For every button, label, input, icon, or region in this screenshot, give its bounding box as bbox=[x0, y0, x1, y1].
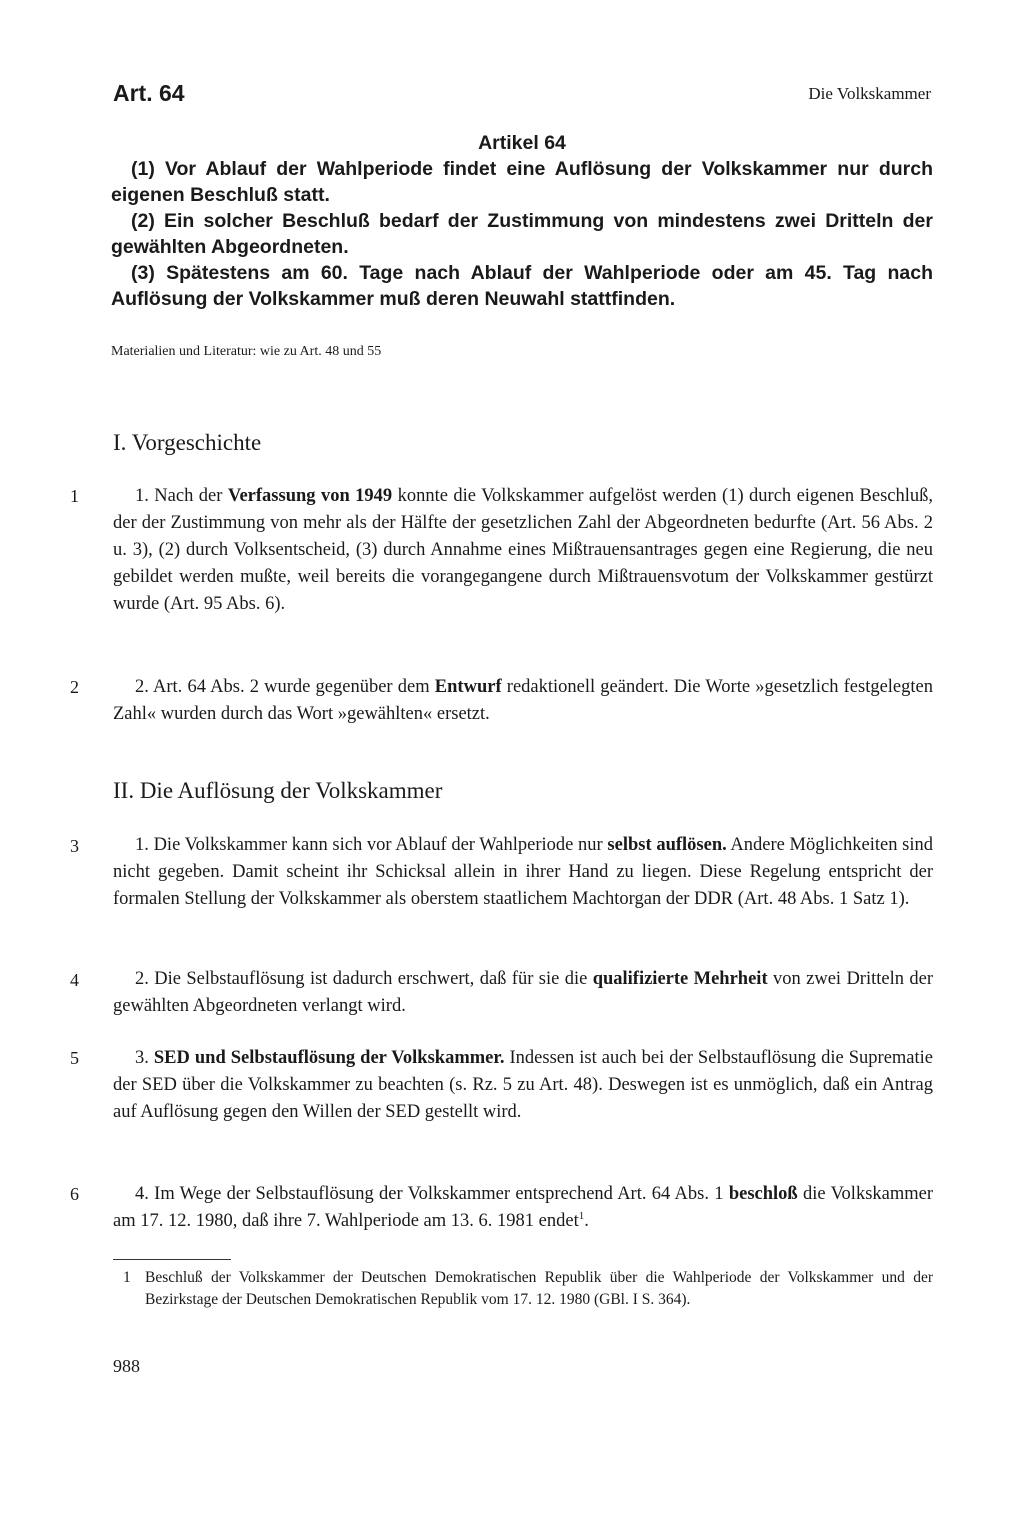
article-text bbox=[111, 130, 933, 312]
footnote-number: 1 bbox=[123, 1269, 131, 1286]
bold-term: qualifizierte Mehrheit bbox=[592, 969, 768, 989]
text-run: Andere Möglichkeiten sind nicht gegeben. Damit scheint ihr Schicksal allein in ihrer Hand zu liegen. Diese Regelung entspricht der formalen Stellung der Volkskammer als oberstem staatlichem Machtorgan der DDR (Art. 48 Abs. 1 Satz 1). bbox=[113, 835, 933, 909]
text-run: redaktionell geändert. Die Worte »gesetzlich festgelegten Zahl« wurden durch das Wort »gewählten« ersetzt. bbox=[113, 677, 933, 724]
margin-number: 5 bbox=[70, 1048, 79, 1068]
text-run: konnte die Volkskammer aufgelöst werden (1) durch eigenen Beschluß, der der Zustimmung von mehr als der Hälfte der gesetzlichen Zahl der Abgeordneten bedurfte (Art. 56 Abs. 2 u. 3), (2) durch Volksentscheid, (3) durch Annahme eines Mißtrauensantrages gegen eine Regierung, die neu gebildet werden mußte, weil bereits die vorangegangene durch Mißtrauensvotum der Volkskammer gestürzt wurde (Art. 95 Abs. 6). bbox=[113, 486, 934, 614]
text-run: 3. bbox=[135, 1048, 154, 1068]
text-run: von zwei Dritteln der gewählten Abgeordneten verlangt wird. bbox=[113, 969, 933, 1016]
section-heading-1: I. Vorgeschichte bbox=[113, 430, 262, 455]
text-run: 2. Art. 64 Abs. 2 wurde gegenüber dem bbox=[135, 677, 435, 697]
page-number: 988 bbox=[113, 1356, 140, 1376]
materials-note bbox=[111, 344, 381, 360]
text-run: 4. Im Wege der Selbstauflösung der Volkskammer entsprechend Art. 64 Abs. 1 bbox=[135, 1184, 729, 1204]
margin-number: 4 bbox=[70, 970, 79, 990]
commentary-paragraph bbox=[113, 1181, 933, 1235]
margin-number: 2 bbox=[70, 677, 79, 697]
footnote-text: Beschluß der Volkskammer der Deutschen Demokratischen Republik über die Wahlperiode der Volkskammer und der Bezirkstage der Deutschen Demokratischen Republik vom 17. 12. 1980 (GBl. I S. 364). bbox=[145, 1269, 933, 1308]
article-label: Art. 64 bbox=[113, 80, 185, 106]
bold-term: selbst auflösen. bbox=[607, 835, 727, 855]
bold-term: SED und Selbstauflösung der Volkskammer. bbox=[153, 1048, 505, 1068]
article-paragraph-3: (3) Spätestens am 60. Tage nach Ablauf der Wahlperiode oder am 45. Tag nach Auflösung der Volkskammer muß deren Neuwahl stattfinden. bbox=[111, 262, 933, 310]
article-heading: Artikel 64 bbox=[478, 132, 566, 154]
footnote-divider bbox=[113, 1259, 231, 1260]
article-paragraph-1: (1) Vor Ablauf der Wahlperiode findet eine Auflösung der Volkskammer nur durch eigenen Beschluß statt. bbox=[111, 158, 933, 206]
footnote bbox=[113, 1267, 933, 1311]
margin-number: 3 bbox=[70, 836, 79, 856]
running-head: Die Volkskammer bbox=[808, 84, 931, 103]
materials-label: Materialien und Literatur: bbox=[111, 344, 257, 359]
margin-number: 1 bbox=[70, 486, 79, 506]
commentary-paragraph bbox=[113, 674, 933, 728]
text-run: die Volkskammer am 17. 12. 1980, daß ihre 7. Wahlperiode am 13. 6. 1981 endet bbox=[113, 1184, 934, 1231]
commentary-paragraph bbox=[113, 1045, 933, 1126]
text-run: . bbox=[584, 1211, 589, 1231]
article-paragraph-2: (2) Ein solcher Beschluß bedarf der Zustimmung von mindestens zwei Dritteln der gewählten Abgeordneten. bbox=[111, 210, 933, 258]
text-run: 1. Die Volkskammer kann sich vor Ablauf der Wahlperiode nur bbox=[135, 835, 608, 855]
text-run: 2. Die Selbstauflösung ist dadurch erschwert, daß für sie die bbox=[135, 969, 593, 989]
materials-text: wie zu Art. 48 und 55 bbox=[256, 344, 382, 359]
text-run: Indessen ist auch bei der Selbstauflösung die Suprematie der SED über die Volkskammer zu beachten (s. Rz. 5 zu Art. 48). Deswegen ist es unmöglich, daß ein Antrag auf Auflösung gegen den Willen der SED gestellt wird. bbox=[113, 1048, 933, 1122]
commentary-paragraph bbox=[113, 832, 933, 913]
bold-term: Verfassung von 1949 bbox=[227, 486, 393, 506]
bold-term: beschloß bbox=[728, 1184, 798, 1204]
commentary-paragraph bbox=[113, 966, 933, 1020]
section-heading-2: II. Die Auflösung der Volkskammer bbox=[113, 778, 443, 803]
bold-term: Entwurf bbox=[434, 677, 502, 697]
margin-number: 6 bbox=[70, 1184, 79, 1204]
footnote-ref: 1 bbox=[578, 1209, 585, 1222]
commentary-paragraph bbox=[113, 483, 933, 618]
text-run: 1. Nach der bbox=[135, 486, 228, 506]
